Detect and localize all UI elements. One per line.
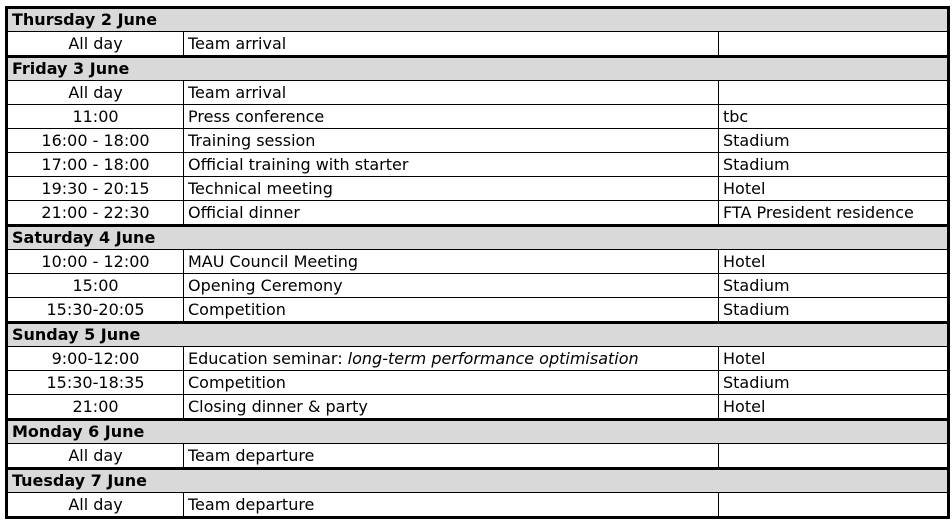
event-row [7,395,949,420]
day-header-row [7,323,949,347]
event-activity: Competition [184,298,719,323]
event-time: 17:00 - 18:00 [7,153,184,177]
event-time: All day [7,444,184,469]
event-row [7,250,949,274]
event-activity: Training session [184,129,719,153]
event-location: tbc [719,105,949,129]
event-activity: Team departure [184,493,719,518]
day-header: Sunday 5 June [7,323,949,347]
event-location: Stadium [719,129,949,153]
event-time: 15:30-20:05 [7,298,184,323]
event-location: Stadium [719,371,949,395]
event-activity: Competition [184,371,719,395]
event-row [7,81,949,105]
event-activity-italic: long-term performance optimisation [347,348,639,368]
event-row [7,274,949,298]
day-header: Saturday 4 June [7,226,949,250]
event-row [7,371,949,395]
event-activity: Press conference [184,105,719,129]
event-time: 19:30 - 20:15 [7,177,184,201]
event-time: 11:00 [7,105,184,129]
event-time: 9:00-12:00 [7,347,184,371]
event-location [719,81,949,105]
event-row [7,129,949,153]
event-location: Stadium [719,153,949,177]
event-activity: MAU Council Meeting [184,250,719,274]
event-row [7,153,949,177]
event-row [7,105,949,129]
day-header-row [7,8,949,32]
event-row [7,444,949,469]
day-header: Thursday 2 June [7,8,949,32]
event-location: Stadium [719,298,949,323]
event-location [719,493,949,518]
event-row [7,177,949,201]
event-row [7,32,949,57]
day-header-row [7,57,949,81]
day-header: Friday 3 June [7,57,949,81]
day-header-row [7,420,949,444]
event-location: Hotel [719,347,949,371]
event-time: 16:00 - 18:00 [7,129,184,153]
event-location: Stadium [719,274,949,298]
event-activity: Team departure [184,444,719,469]
event-activity: Technical meeting [184,177,719,201]
event-activity: Closing dinner & party [184,395,719,420]
event-location: FTA President residence [719,201,949,226]
event-time: 21:00 [7,395,184,420]
day-header-row [7,226,949,250]
schedule-table [5,6,950,519]
event-activity: Team arrival [184,32,719,57]
event-time: All day [7,81,184,105]
day-header-row [7,469,949,493]
event-activity: Opening Ceremony [184,274,719,298]
event-location: Hotel [719,395,949,420]
event-location: Hotel [719,177,949,201]
event-location: Hotel [719,250,949,274]
event-time: All day [7,32,184,57]
event-time: All day [7,493,184,518]
event-activity: Official dinner [184,201,719,226]
event-time: 21:00 - 22:30 [7,201,184,226]
event-activity [184,347,719,371]
event-location [719,32,949,57]
event-row [7,298,949,323]
event-row [7,493,949,518]
day-header: Monday 6 June [7,420,949,444]
event-location [719,444,949,469]
event-time: 15:00 [7,274,184,298]
event-row [7,201,949,226]
day-header: Tuesday 7 June [7,469,949,493]
event-row [7,347,949,371]
event-time: 10:00 - 12:00 [7,250,184,274]
event-activity-text: Education seminar: [188,348,348,368]
event-activity: Team arrival [184,81,719,105]
event-activity: Official training with starter [184,153,719,177]
schedule-body [7,8,949,518]
event-time: 15:30-18:35 [7,371,184,395]
